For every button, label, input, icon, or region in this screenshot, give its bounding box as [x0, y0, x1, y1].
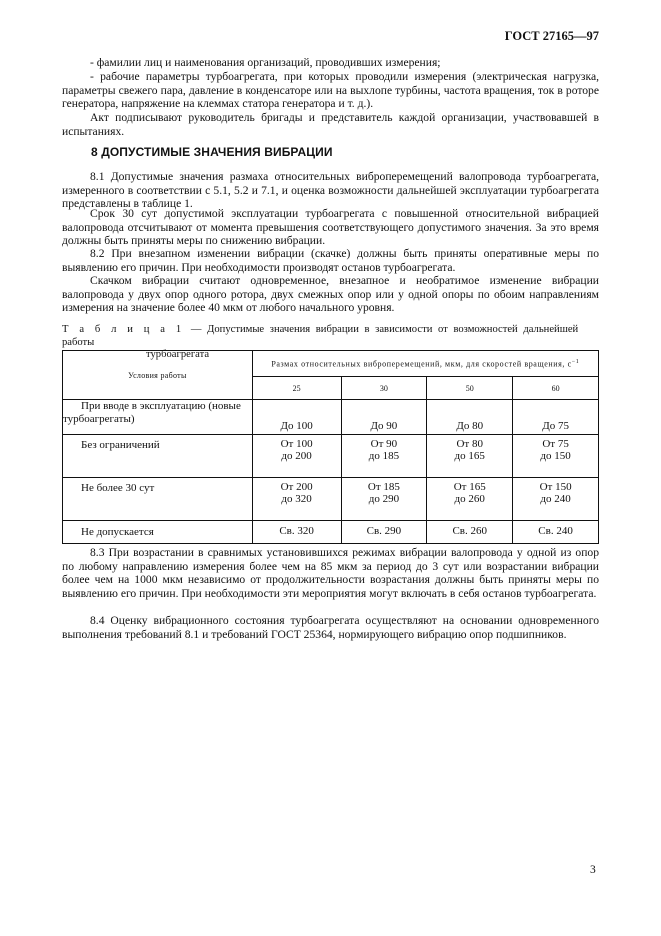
paragraph-8-4: 8.4 Оценку вибрационного состояния турбоагрегата осуществляют на основании одновременного выполнения требований 8.1 и требований ГОСТ 25364, нормирующего вибрацию опор подшипников. — [62, 614, 599, 641]
value-from: От 200 — [280, 481, 313, 493]
condition-line: турбоагрегаты) — [63, 412, 135, 425]
value-cell: До 100 — [252, 400, 341, 435]
value-cell: До 80 — [427, 400, 513, 435]
paragraph-8-3: 8.3 При возрастании в сравнимых установившихся режимах вибрации валопровода у одной из опор по любому направлению измерения более чем на 85 мкм за период до 3 сут или возрастании вибрации более чем на 1000 мкм независимо от продолжительности возрастания должны быть приняты меры по выявлению его причин. При необходимости эти мероприятия могут включать в себя останов турбоагрегата. — [62, 546, 599, 601]
act-paragraph: Акт подписывают руководитель бригады и представитель каждой организации, участвовавшей в испытаниях. — [62, 111, 599, 138]
paragraph-term: Срок 30 сут допустимой эксплуатации турбоагрегата с повышенной относительной вибрацией валопровода отсчитывают от момента превышения соответствующего допустимого значения. За это время должны быть приняты меры по снижению вибрации. — [62, 207, 599, 248]
value-cell: Св. 240 — [513, 521, 599, 544]
document-code: ГОСТ 27165—97 — [504, 29, 599, 43]
value-cell — [341, 435, 427, 478]
value-cell: Св. 290 — [341, 521, 427, 544]
condition-cell: Не допускается — [63, 521, 253, 544]
table-caption-lead: Т а б л и ц а 1 — [62, 324, 186, 335]
value-from: От 75 — [542, 438, 569, 450]
value-cell: До 75 — [513, 400, 599, 435]
list-item-measurers: - фамилии лиц и наименования организаций, проводивших измерения; — [90, 56, 441, 69]
table-caption-title: — Допустимые значения вибрации в зависимости от возможностей дальнейшей работы — [62, 324, 579, 348]
value-cell — [252, 478, 341, 521]
span-column-header — [252, 351, 598, 377]
value-to: до 240 — [540, 492, 571, 505]
list-item-parameters: - рабочие параметры турбоагрегата, при которых проводили измерения (электрическая нагрузка, параметры свежего пара, давление в конденсаторе или на выхлопе турбины, частота вращения, ток в роторе генератора, напряжение на клеммах статора генератора и т. д.). — [62, 70, 599, 111]
paragraph-8-1: 8.1 Допустимые значения размаха относительных виброперемещений валопровода турбоагрегата, измеренного в соответствии с 5.1, 5.2 и 7.1, и оценка возможности дальнейшей эксплуатации турбоагрегата представлены в таблице 1. — [62, 170, 599, 211]
value-from: От 165 — [453, 481, 486, 493]
condition-cell — [63, 400, 253, 435]
value-to: до 260 — [454, 492, 485, 505]
vibration-limits-table — [62, 350, 599, 544]
table-row — [63, 435, 599, 478]
span-header-unit-exponent: −1 — [571, 358, 580, 365]
value-to: до 185 — [368, 449, 400, 462]
paragraph-8-2: 8.2 При внезапном изменении вибрации (скачке) должны быть приняты оперативные меры по выявлению его причин. При необходимости производят останов турбоагрегата. — [62, 247, 599, 274]
speed-header-60: 60 — [513, 377, 599, 400]
value-cell — [513, 435, 599, 478]
page-number: 3 — [590, 864, 596, 876]
table-row — [63, 400, 599, 435]
value-cell — [427, 478, 513, 521]
condition-column-header: Условия работы — [63, 351, 253, 400]
value-from: От 90 — [370, 438, 398, 450]
value-cell: До 90 — [341, 400, 427, 435]
value-to: до 320 — [281, 492, 312, 505]
value-from: От 80 — [456, 438, 483, 450]
value-from: От 185 — [367, 481, 400, 493]
condition-line: При вводе в эксплуатацию (новые — [81, 400, 241, 412]
table-row — [63, 478, 599, 521]
value-cell: Св. 260 — [427, 521, 513, 544]
value-cell — [427, 435, 513, 478]
value-cell: Св. 320 — [252, 521, 341, 544]
paragraph-jump: Скачком вибрации считают одновременное, внезапное и необратимое изменение вибрации валопровода у двух опор одного ротора, двух смежных опор или у одной опоры по обоим направлениям измерения на значение более 40 мкм от любого начального уровня. — [62, 274, 599, 315]
speed-header-25: 25 — [252, 377, 341, 400]
condition-cell: Не более 30 сут — [63, 478, 253, 521]
speed-header-50: 50 — [427, 377, 513, 400]
value-cell — [513, 478, 599, 521]
value-cell — [341, 478, 427, 521]
value-cell — [252, 435, 341, 478]
speed-header-30: 30 — [341, 377, 427, 400]
value-from: От 150 — [539, 481, 572, 493]
span-header-text: Размах относительных виброперемещений, мкм, для скоростей вращения, с — [271, 359, 572, 369]
value-to: до 200 — [281, 449, 312, 462]
value-to: до 150 — [540, 449, 571, 462]
section-title: 8 ДОПУСТИМЫЕ ЗНАЧЕНИЯ ВИБРАЦИИ — [91, 145, 333, 159]
condition-cell: Без ограничений — [63, 435, 253, 478]
table-caption-continuation: турбоагрегата — [146, 349, 210, 360]
table-row — [63, 521, 599, 544]
value-to: до 165 — [454, 449, 485, 462]
value-from: От 100 — [280, 438, 313, 450]
value-to: до 290 — [368, 492, 400, 505]
